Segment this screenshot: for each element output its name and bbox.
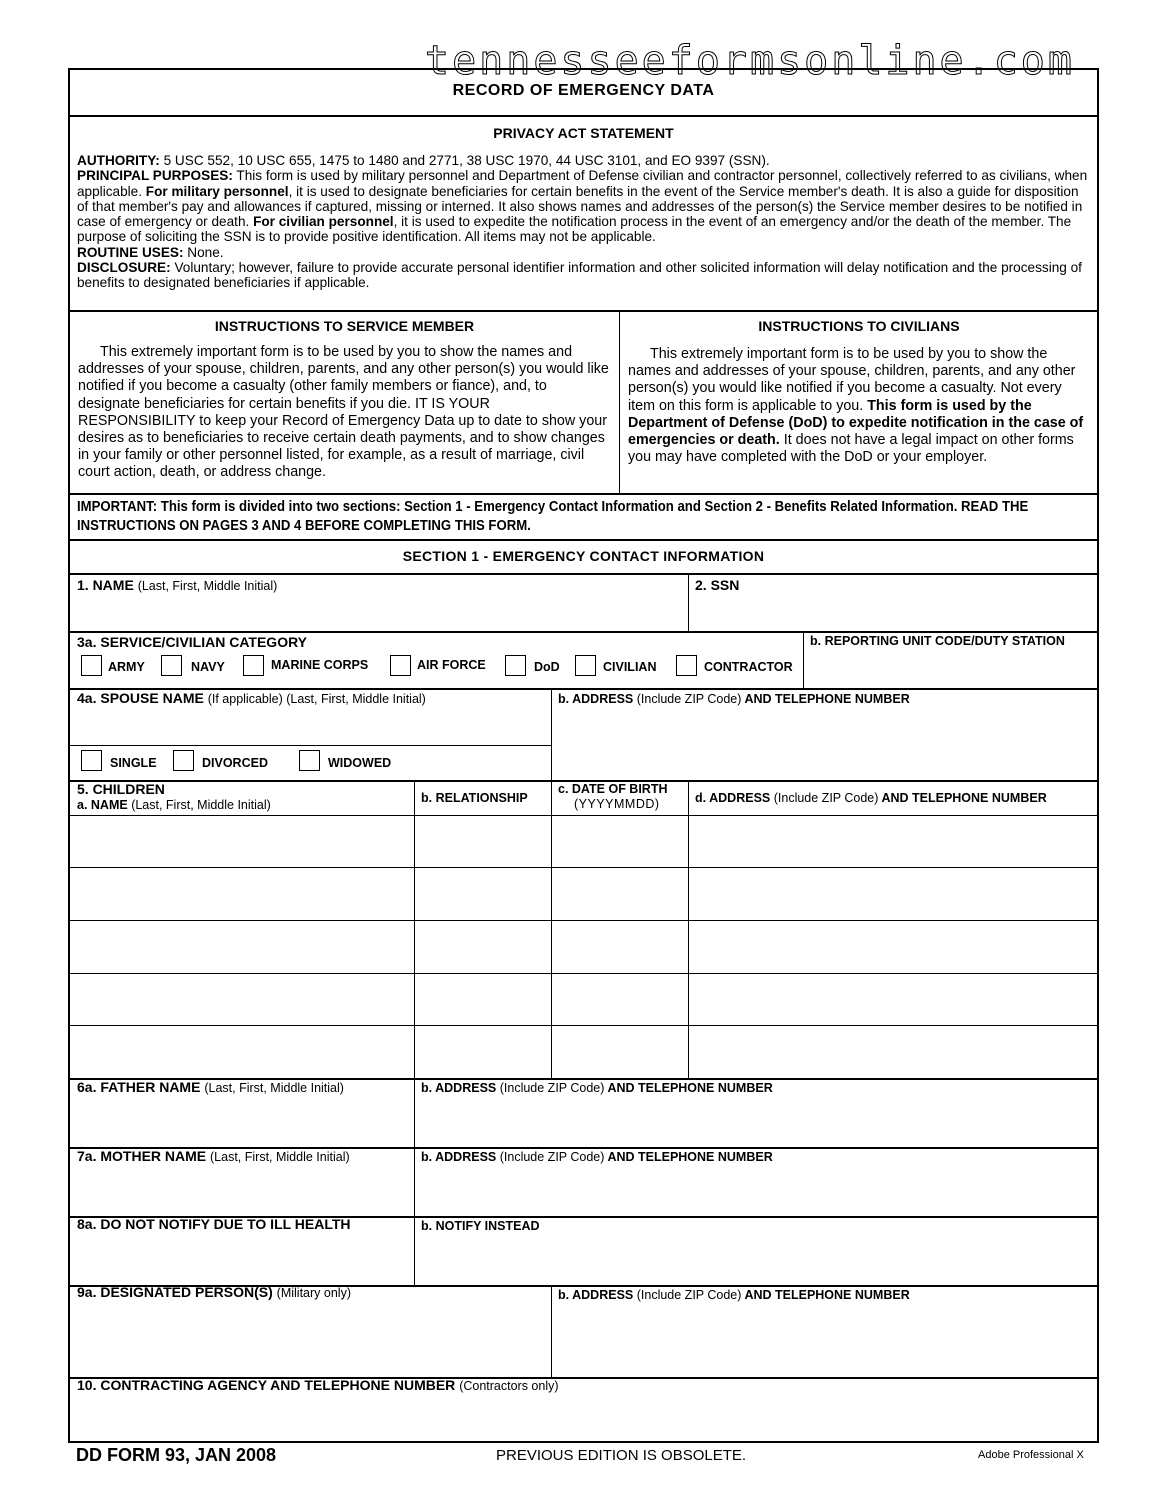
divorced-checkbox[interactable] (173, 750, 194, 771)
form-identifier: DD FORM 93, JAN 2008 (76, 1445, 277, 1465)
divider (70, 573, 1097, 575)
single-checkbox[interactable] (81, 750, 102, 771)
spouse-address-label: b. ADDRESS (Include ZIP Code) AND TELEPHONE NUMBER (558, 692, 910, 706)
reporting-unit-label: b. REPORTING UNIT CODE/DUTY STATION (810, 634, 1065, 648)
instructions-service-heading: INSTRUCTIONS TO SERVICE MEMBER (214, 318, 475, 334)
divider (803, 631, 804, 688)
widowed-checkbox[interactable] (299, 750, 320, 771)
software-note: Adobe Professional X (978, 1449, 1084, 1461)
child-address-header: d. ADDRESS (Include ZIP Code) AND TELEPHONE NUMBER (695, 791, 1047, 805)
mother-name-label: 7a. MOTHER NAME (Last, First, Middle Initial) (77, 1148, 350, 1164)
table-row (70, 1025, 1097, 1026)
ssn-field-label: 2. SSN (695, 577, 740, 593)
instructions-civilian-body: This extremely important form is to be used by you to show the names and addresses of your spouse, children, parents, and any other person(s) you would like notified if you become a casualty. Not every item on this form is applicable to you. This form is used by the Department of Defense (DoD) to expedite notification in the case of emergencies or death. It does not have a legal impact on other forms you may have completed with the DoD or your employer. (628, 346, 1084, 466)
divider (414, 1078, 415, 1285)
divider (70, 493, 1097, 495)
designated-address-label: b. ADDRESS (Include ZIP Code) AND TELEPHONE NUMBER (558, 1288, 910, 1302)
instructions-service-body: This extremely important form is to be used by you to show the names and addresses of your spouse, children, parents, and any other person(s) you would like notified if you become a casualty (other family members or fiance), and, to designate beneficiaries for certain benefits if you die. IT IS YOUR RESPONSIBILITY to keep your Record of Emergency Data up to date to show your desires as to beneficiaries to receive certain death payments, and to show changes in your family or other personnel listed, for example, as a result of marriage, civil court action, death, or address change. (78, 344, 609, 481)
obsolete-notice: PREVIOUS EDITION IS OBSOLETE. (496, 1447, 747, 1464)
army-label: ARMY (108, 660, 145, 674)
name-field-label: 1. NAME (Last, First, Middle Initial) (77, 577, 278, 593)
divorced-label: DIVORCED (202, 756, 268, 770)
table-row (70, 867, 1097, 868)
father-address-label: b. ADDRESS (Include ZIP Code) AND TELEPHONE NUMBER (421, 1081, 773, 1095)
table-row (70, 920, 1097, 921)
air-force-label: AIR FORCE (417, 658, 486, 672)
designated-persons-label: 9a. DESIGNATED PERSON(S) (Military only) (77, 1284, 351, 1300)
table-row (70, 815, 1097, 816)
marine-corps-label: MARINE CORPS (271, 658, 369, 672)
father-name-label: 6a. FATHER NAME (Last, First, Middle Initial) (77, 1079, 344, 1095)
child-dob-format: (YYYYMMDD) (574, 797, 660, 811)
dod-checkbox[interactable] (505, 655, 526, 676)
child-relationship-header: b. RELATIONSHIP (421, 791, 528, 805)
children-label: 5. CHILDREN (77, 781, 165, 797)
divider (551, 1285, 552, 1377)
divider (70, 539, 1097, 541)
form-title: RECORD OF EMERGENCY DATA (452, 82, 715, 99)
divider (688, 780, 689, 1078)
do-not-notify-label: 8a. DO NOT NOTIFY DUE TO ILL HEALTH (77, 1216, 351, 1232)
divider (619, 310, 620, 493)
table-row (70, 973, 1097, 974)
divider (551, 688, 552, 780)
civilian-label: CIVILIAN (603, 660, 657, 674)
widowed-label: WIDOWED (328, 756, 392, 770)
contracting-agency-label: 10. CONTRACTING AGENCY AND TELEPHONE NUMBER (Contractors only) (77, 1377, 559, 1393)
army-checkbox[interactable] (81, 655, 102, 676)
child-name-header: a. NAME (Last, First, Middle Initial) (77, 798, 271, 812)
section1-title: SECTION 1 - EMERGENCY CONTACT INFORMATION (402, 548, 765, 564)
divider (70, 115, 1097, 117)
divider (70, 745, 551, 746)
civilian-checkbox[interactable] (575, 655, 596, 676)
divider (551, 780, 552, 1078)
divider (70, 310, 1097, 312)
service-category-label: 3a. SERVICE/CIVILIAN CATEGORY (77, 634, 308, 650)
divider (414, 780, 415, 1078)
instructions-civilian-heading: INSTRUCTIONS TO CIVILIANS (758, 318, 960, 334)
spouse-name-label: 4a. SPOUSE NAME (If applicable) (Last, First, Middle Initial) (77, 690, 426, 706)
marine-corps-checkbox[interactable] (243, 655, 264, 676)
notify-instead-label: b. NOTIFY INSTEAD (421, 1219, 540, 1233)
dod-label: DoD (534, 660, 560, 674)
divider (70, 631, 1097, 633)
navy-checkbox[interactable] (161, 655, 182, 676)
important-notice: IMPORTANT: This form is divided into two sections: Section 1 - Emergency Contact Information and Section 2 - Benefits Related Information. READ THE INSTRUCTIONS ON PAGES 3 AND 4 BEFORE COMPLETING THIS FORM. (77, 499, 1029, 534)
watermark-text: tennesseeformsonline.com (425, 38, 1075, 84)
privacy-heading: PRIVACY ACT STATEMENT (493, 125, 674, 141)
child-dob-header: c. DATE OF BIRTH (558, 782, 668, 796)
contractor-label: CONTRACTOR (704, 660, 793, 674)
navy-label: NAVY (191, 660, 225, 674)
contractor-checkbox[interactable] (676, 655, 697, 676)
mother-address-label: b. ADDRESS (Include ZIP Code) AND TELEPHONE NUMBER (421, 1150, 773, 1164)
air-force-checkbox[interactable] (390, 655, 411, 676)
single-label: SINGLE (110, 756, 157, 770)
privacy-act-statement: AUTHORITY: 5 USC 552, 10 USC 655, 1475 to 1480 and 2771, 38 USC 1970, 44 USC 3101, and EO 9397 (SSN). PRINCIPAL PURPOSES: This form is used by military personnel and Department of Defense civilian and contractor personnel, collectively referred to as civilians, when applicable. For military personnel, it is used to designate beneficiaries for certain benefits in the event of the Service member's death. It is also a guide for disposition of that member's pay and allowances if captured, missing or interned. It also shows names and addresses of the person(s) the Service member desires to be notified in case of emergency or death. For civilian personnel, it is used to expedite the notification process in the event of an emergency and/or the death of the member. The purpose of soliciting the SSN is to provide positive identification. All items may not be applicable. ROUTINE USES: None. DISCLOSURE: Voluntary; however, failure to provide accurate personal identifier information and other solicited information will delay notification and the processing of benefits to designated beneficiaries if applicable. (77, 153, 1088, 291)
divider (688, 573, 689, 631)
dd-form-93 (68, 68, 1099, 1443)
